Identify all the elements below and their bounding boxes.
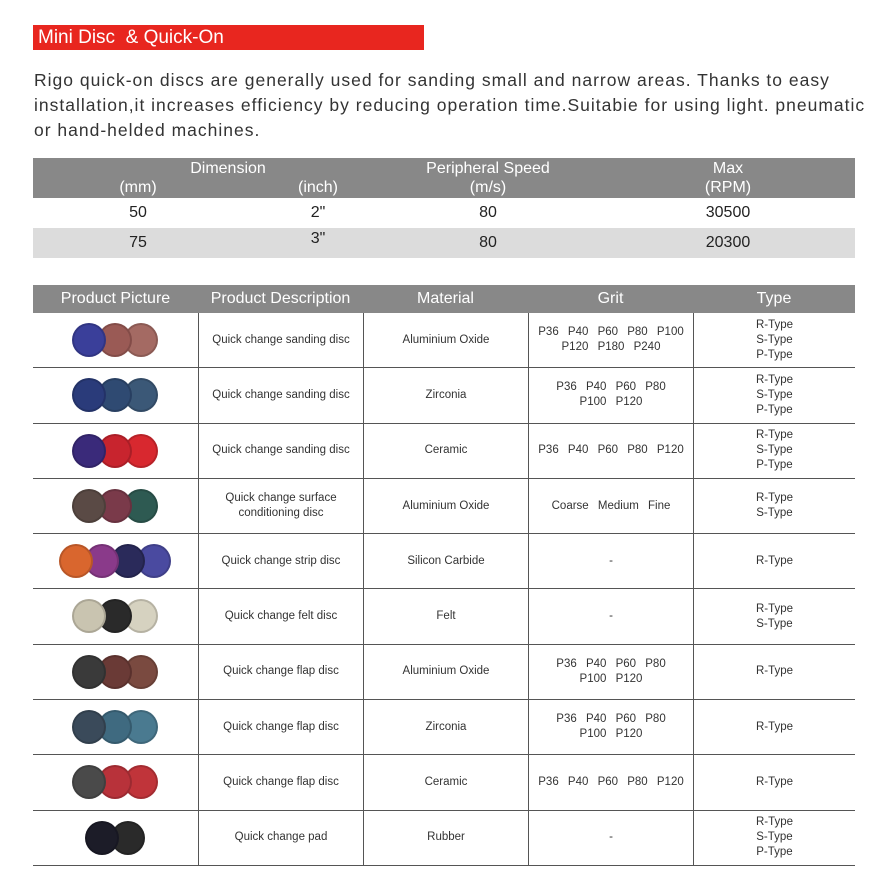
material-cell: Felt [363,589,528,643]
material-cell: Silicon Carbide [363,534,528,588]
intro-paragraph: Rigo quick-on discs are generally used for sanding small and narrow areas. Thanks to easy installation,it increases efficiency by reducing operation time.Suitabie for using light. pneumatic or hand-helded machines. [34,70,866,140]
grit-cell: P36 P40 P60 P80 P120 [528,424,693,478]
grit-cell: P36 P40 P60 P80 P100 P120 [528,368,693,422]
table-row [33,534,855,589]
table-row [33,700,855,755]
table-row [33,313,855,368]
type-cell: R-Type S-Type P-Type [693,811,855,865]
mm-cell: 50 [129,204,147,221]
material-cell: Aluminium Oxide [363,313,528,367]
inch-cell: 2" [310,204,326,221]
rpm-header: (RPM) [704,179,752,196]
product-picture [33,424,198,478]
type-cell: R-Type S-Type [693,589,855,643]
product-picture [33,700,198,754]
product-picture [33,589,198,643]
rpm-cell: 30500 [705,204,751,221]
type-cell: R-Type S-Type P-Type [693,368,855,422]
header-description: Product Description [210,290,351,307]
product-table-body [33,313,855,866]
header-grit: Grit [597,290,624,307]
product-table [33,285,855,866]
speed-cell: 80 [479,204,497,221]
type-cell: R-Type S-Type [693,479,855,533]
speed-header: Peripheral Speed [426,160,550,177]
description-cell: Quick change flap disc [198,700,363,754]
description-cell: Quick change felt disc [198,589,363,643]
description-cell: Quick change flap disc [198,755,363,809]
disc-image [72,323,106,357]
inch-header: (inch) [297,179,338,196]
dimension-table-header [33,158,855,198]
type-cell: R-Type [693,645,855,699]
product-picture [33,479,198,533]
product-picture [33,534,198,588]
type-cell: R-Type [693,534,855,588]
table-row [33,479,855,534]
product-picture [33,755,198,809]
material-cell: Ceramic [363,755,528,809]
product-picture [33,811,198,865]
description-cell: Quick change flap disc [198,645,363,699]
disc-image [72,434,106,468]
material-cell: Zirconia [363,700,528,754]
header-type: Type [756,290,792,307]
header-material: Material [417,290,474,307]
type-cell: R-Type [693,755,855,809]
table-row [33,424,855,479]
table-row [33,368,855,423]
dimension-row [33,198,855,228]
disc-image [72,655,106,689]
grit-cell: - [528,589,693,643]
product-picture [33,645,198,699]
table-row [33,755,855,810]
disc-image [85,821,119,855]
inch-cell: 3" [310,230,326,247]
grit-cell: Coarse Medium Fine [528,479,693,533]
material-cell: Ceramic [363,424,528,478]
material-cell: Aluminium Oxide [363,479,528,533]
table-row [33,589,855,644]
grit-cell: P36 P40 P60 P80 P100 P120 P180 P240 [528,313,693,367]
type-cell: R-Type S-Type P-Type [693,424,855,478]
max-header: Max [712,160,744,177]
description-cell: Quick change sanding disc [198,313,363,367]
table-row [33,811,855,866]
disc-image [72,765,106,799]
dimension-table [33,158,855,258]
rpm-cell: 20300 [705,234,751,251]
header-picture: Product Picture [60,290,171,307]
speed-cell: 80 [479,234,497,251]
grit-cell: P36 P40 P60 P80 P100 P120 [528,700,693,754]
material-cell: Aluminium Oxide [363,645,528,699]
disc-image [72,599,106,633]
disc-image [72,378,106,412]
material-cell: Zirconia [363,368,528,422]
description-cell: Quick change sanding disc [198,424,363,478]
product-table-header [33,285,855,313]
dimension-row [33,228,855,258]
grit-cell: - [528,811,693,865]
grit-cell: P36 P40 P60 P80 P100 P120 [528,645,693,699]
disc-image [72,489,106,523]
table-row [33,645,855,700]
disc-image [59,544,93,578]
section-title: Mini Disc & Quick-On [33,25,424,50]
product-picture [33,313,198,367]
dimension-header: Dimension [190,160,266,177]
grit-cell: - [528,534,693,588]
mm-header: (mm) [119,179,157,196]
speed-unit-header: (m/s) [469,179,507,196]
description-cell: Quick change strip disc [198,534,363,588]
type-cell: R-Type S-Type P-Type [693,313,855,367]
material-cell: Rubber [363,811,528,865]
product-picture [33,368,198,422]
grit-cell: P36 P40 P60 P80 P120 [528,755,693,809]
description-cell: Quick change surface conditioning disc [198,479,363,533]
disc-image [72,710,106,744]
type-cell: R-Type [693,700,855,754]
description-cell: Quick change sanding disc [198,368,363,422]
mm-cell: 75 [129,234,147,251]
description-cell: Quick change pad [198,811,363,865]
